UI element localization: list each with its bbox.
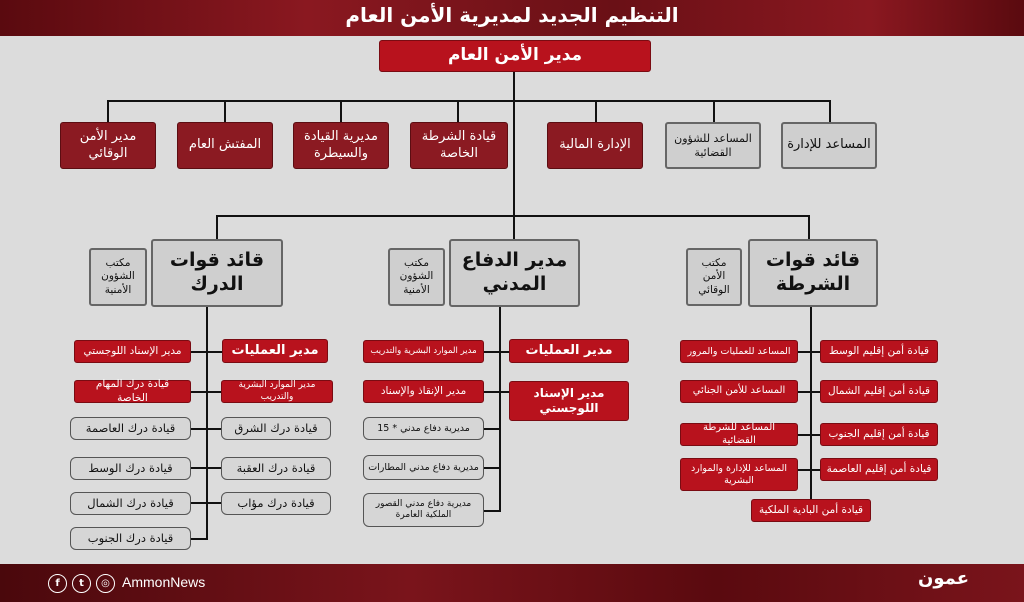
civil-ops-director-box: مدير العمليات <box>509 339 629 363</box>
gendarmerie-moab-box: قيادة درك مؤاب <box>221 492 331 515</box>
gendarmerie-special-missions-box: قيادة درك المهام الخاصة <box>74 380 191 403</box>
gendarmerie-hr-box: مدير الموارد البشرية والتدريب <box>221 380 333 403</box>
police-commander-box: قائد قوات الشرطة <box>748 239 878 307</box>
facebook-icon[interactable]: f <box>48 574 67 593</box>
civil-logistics-box: مدير الإسناد اللوجستي <box>509 381 629 421</box>
police-center-region-box: قيادة أمن إقليم الوسط <box>820 340 938 363</box>
gendarmerie-aqaba-box: قيادة درك العقبة <box>221 457 331 480</box>
civil-airports-box: مديرية دفاع مدني المطارات <box>363 455 484 480</box>
brand-name[interactable]: AmmonNews <box>122 574 206 590</box>
police-north-region-box: قيادة أمن إقليم الشمال <box>820 380 938 403</box>
civil-15-directorates-box: مديرية دفاع مدني * 15 <box>363 417 484 440</box>
gendarmerie-north-box: قيادة درك الشمال <box>70 492 191 515</box>
gendarmerie-commander-box: قائد قوات الدرك <box>151 239 283 307</box>
gendarmerie-logistics-box: مدير الإسناد اللوجستي <box>74 340 191 363</box>
site-logo: عمون <box>918 568 970 589</box>
special-police-box: قيادة الشرطة الخاصة <box>410 122 508 169</box>
police-judicial-assistant-box: المساعد للشرطة القضائية <box>680 423 798 446</box>
director-general-box: مدير الأمن العام <box>379 40 651 72</box>
twitter-icon[interactable]: t <box>72 574 91 593</box>
police-ops-traffic-assistant-box: المساعد للعمليات والمرور <box>680 340 798 363</box>
finance-dept-box: الإدارة المالية <box>547 122 643 169</box>
civil-hr-box: مدير الموارد البشرية والتدريب <box>363 340 484 363</box>
judicial-assistant-box: المساعد للشؤون القضائية <box>665 122 761 169</box>
gendarmerie-east-box: قيادة درك الشرق <box>221 417 331 440</box>
civil-royal-palaces-box: مديرية دفاع مدني القصور الملكية العامرة <box>363 493 484 527</box>
gendarmerie-center-box: قيادة درك الوسط <box>70 457 191 480</box>
gendarmerie-ops-director-box: مدير العمليات <box>222 339 328 363</box>
gendarmerie-capital-box: قيادة درك العاصمة <box>70 417 191 440</box>
admin-assistant-box: المساعد للإدارة <box>781 122 877 169</box>
police-criminal-assistant-box: المساعد للأمن الجنائي <box>680 380 798 403</box>
police-preventive-office-box: مكتب الأمن الوقائي <box>686 248 742 306</box>
gendarmerie-south-box: قيادة درك الجنوب <box>70 527 191 550</box>
civil-rescue-box: مدير الإنقاذ والإسناد <box>363 380 484 403</box>
royal-desert-police-box: قيادة أمن البادية الملكية <box>751 499 871 522</box>
police-south-region-box: قيادة أمن إقليم الجنوب <box>820 423 938 446</box>
instagram-icon[interactable]: ◎ <box>96 574 115 593</box>
civil-defense-director-box: مدير الدفاع المدني <box>449 239 580 307</box>
police-admin-hr-assistant-box: المساعد للإدارة والموارد البشرية <box>680 458 798 491</box>
preventive-security-director-box: مدير الأمن الوقائي <box>60 122 156 169</box>
civil-security-office-box: مكتب الشؤون الأمنية <box>388 248 445 306</box>
command-control-box: مديرية القيادة والسيطرة <box>293 122 389 169</box>
page-title: التنظيم الجديد لمديرية الأمن العام <box>345 3 679 27</box>
police-capital-region-box: قيادة أمن إقليم العاصمة <box>820 458 938 481</box>
inspector-general-box: المفتش العام <box>177 122 273 169</box>
gendarmerie-security-office-box: مكتب الشؤون الأمنية <box>89 248 147 306</box>
